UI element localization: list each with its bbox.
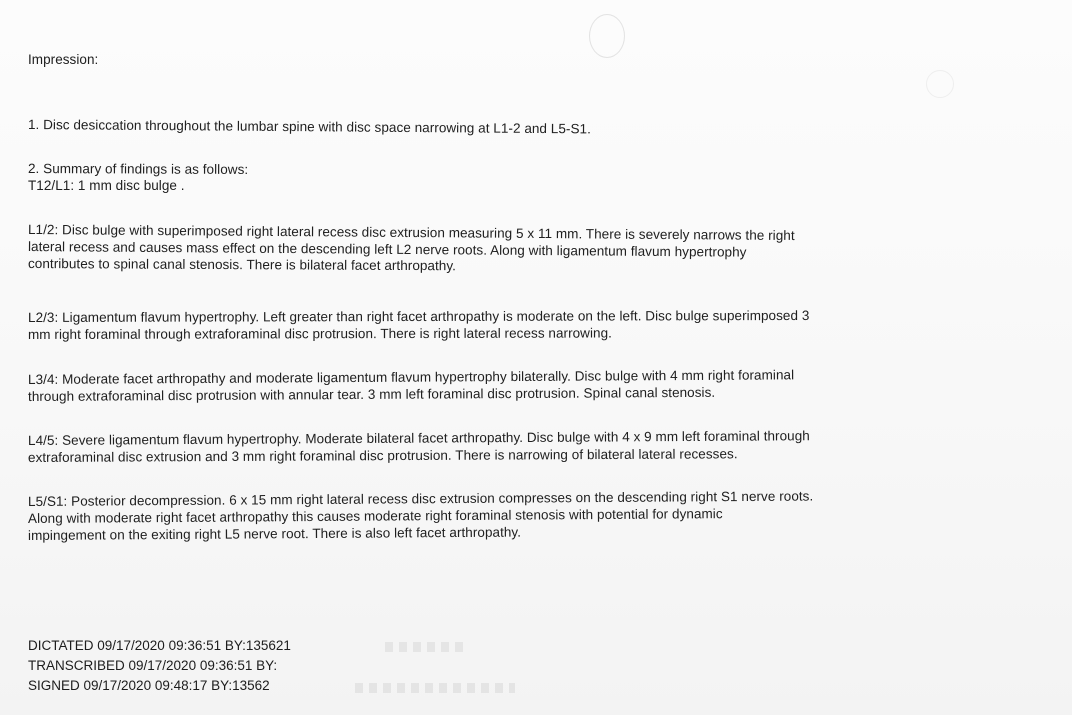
paper-smudge — [589, 14, 625, 58]
redaction-mark — [385, 642, 465, 652]
finding-l4-5-line2: extraforaminal disc extrusion and 3 mm right foraminal disc protrusion. There is narrowing of bilateral lateral recesses. — [27, 446, 738, 465]
finding-l5-s1-line3: impingement on the exiting right L5 nerve root. There is also left facet arthropathy. — [27, 524, 522, 543]
paper-smudge — [926, 70, 954, 98]
redaction-mark — [355, 683, 515, 693]
finding-l1-2-line1: L1/2: Disc bulge with superimposed right lateral recess disc extrusion measuring 5 x 11 mm. There is severely narrows the right — [27, 222, 795, 244]
finding-l1-2-line3: contributes to spinal canal stenosis. There is bilateral facet arthropathy. — [27, 256, 457, 274]
finding-l3-4-line2: through extraforaminal disc protrusion with annular tear. 3 mm left foraminal disc protrusion. Spinal canal stenosis. — [27, 384, 716, 404]
signed-line: SIGNED 09/17/2020 09:48:17 BY:13562 — [28, 678, 270, 693]
dictated-line: DICTATED 09/17/2020 09:36:51 BY:135621 — [28, 638, 291, 653]
transcribed-line: TRANSCRIBED 09/17/2020 09:36:51 BY: — [28, 658, 278, 673]
finding-1: 1. Disc desiccation throughout the lumbar spine with disc space narrowing at L1-2 and L5-S1. — [27, 117, 591, 137]
finding-l1-2-line2: lateral recess and causes mass effect on the descending left L2 nerve roots. Along with ligamentum flavum hypertrophy — [27, 239, 747, 260]
finding-l5-s1-line2: Along with moderate right facet arthropathy this causes moderate right foraminal stenosis with potential for dynamic — [27, 506, 723, 526]
finding-l2-3-line1: L2/3: Ligamentum flavum hypertrophy. Left greater than right facet arthropathy is moderate on the left. Disc bulge superimposed 3 — [27, 307, 810, 325]
finding-t12-l1: T12/L1: 1 mm disc bulge . — [28, 178, 185, 193]
finding-l3-4-line1: L3/4: Moderate facet arthropathy and moderate ligamentum flavum hypertrophy bilaterally. Disc bulge with 4 mm right foraminal — [27, 367, 795, 387]
finding-l4-5-line1: L4/5: Severe ligamentum flavum hypertrophy. Moderate bilateral facet arthropathy. Disc bulge with 4 x 9 mm left foraminal through — [27, 428, 810, 448]
finding-l2-3-line2: mm right foraminal through extraforaminal disc protrusion. There is right lateral recess narrowing. — [27, 325, 612, 342]
finding-l5-s1-line1: L5/S1: Posterior decompression. 6 x 15 mm right lateral recess disc extrusion compresses on the descending right S1 nerve roots. — [27, 488, 814, 509]
finding-2-heading: 2. Summary of findings is as follows: — [27, 161, 249, 177]
impression-heading: Impression: — [28, 52, 99, 67]
